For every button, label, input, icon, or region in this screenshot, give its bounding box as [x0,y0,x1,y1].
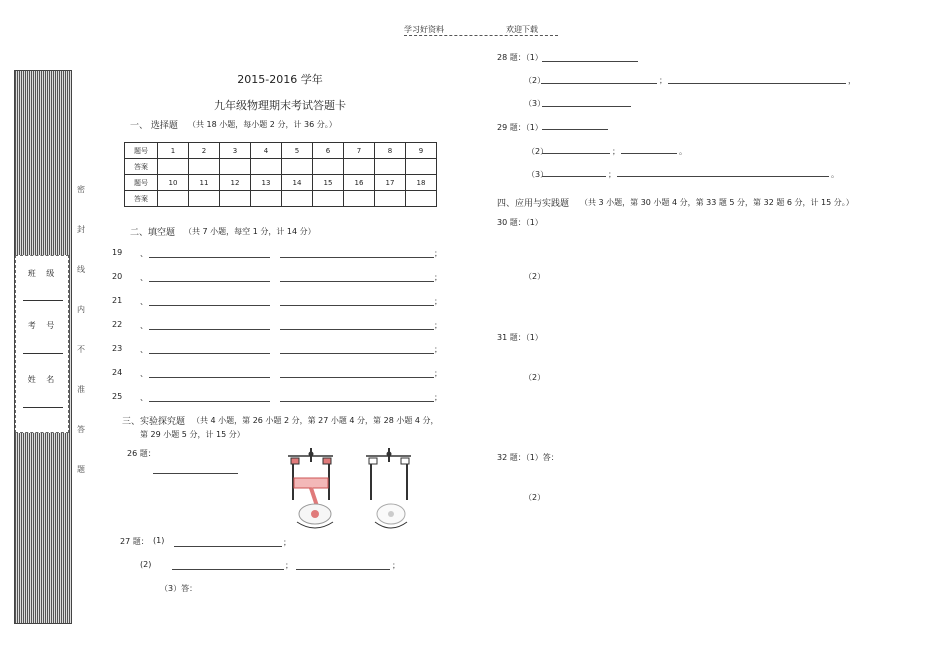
fill-question-row [112,392,452,404]
exam-no-field[interactable] [23,353,63,354]
seal-char: 线 [77,265,85,274]
section2-note: （共 7 小题，每空 1 分，计 14 分） [184,227,316,236]
title-year: 2015-2016 学年 [237,73,323,86]
answer-cell[interactable] [375,159,406,175]
blank-1[interactable] [149,368,270,378]
row-label-number: 题号 [125,175,158,191]
engine-cylinder-right [366,448,411,528]
semicolon: ； [434,369,442,378]
separator: 、 [140,369,148,378]
semicolon: ； [659,76,667,85]
fill-question-row [112,296,452,308]
q29-part2-line-1[interactable] [542,153,610,154]
fill-question-row [112,344,452,356]
question-number: 17 [375,175,406,191]
answer-cell[interactable] [344,159,375,175]
exam-no-label: 考 号 [27,321,59,330]
blank-1[interactable] [149,272,270,282]
answer-cell[interactable] [375,191,406,207]
question-number: 7 [344,143,375,159]
question-number: 4 [251,143,282,159]
seal-char: 封 [77,225,85,234]
q27-part3-label: （3）答： [160,584,198,593]
answer-cell[interactable] [251,191,282,207]
question-number: 5 [282,143,313,159]
class-label: 班 级 [27,269,59,278]
blank-2[interactable] [280,320,434,330]
class-field[interactable] [23,300,63,301]
choice-answer-table [124,142,437,207]
question-number: 24 [112,368,123,377]
section3-heading: 三、实验探究题 [122,417,186,427]
q26-answer-line[interactable] [153,473,238,474]
question-number: 23 [112,344,123,353]
row-label-answer: 答案 [125,191,158,207]
q32-label: 32 题：（1）答： [497,453,559,462]
question-number: 14 [282,175,313,191]
q27-part2-line-1[interactable] [172,569,284,570]
q29-part3-label: （3） [527,170,549,179]
blank-2[interactable] [280,296,434,306]
separator: 、 [140,297,148,306]
fill-question-row [112,272,452,284]
answer-cell[interactable] [158,191,189,207]
period: 。 [679,147,687,156]
section1-note: （共 18 小题，每小题 2 分，计 36 分。） [188,120,337,129]
q27-part2-line-2[interactable] [296,569,390,570]
separator: 、 [140,321,148,330]
question-number: 25 [112,392,123,401]
answer-cell[interactable] [189,159,220,175]
seal-char: 准 [77,385,85,394]
answer-cell[interactable] [406,191,437,207]
answer-cell[interactable] [189,191,220,207]
header-underline [404,35,558,36]
blank-1[interactable] [149,320,270,330]
row-label-number: 题号 [125,143,158,159]
q31-part2-label: （2） [524,373,546,382]
answer-cell[interactable] [282,159,313,175]
semicolon: ； [434,321,442,330]
student-info-box [15,255,69,433]
blank-1[interactable] [149,296,270,306]
q28-label: 28 题：（1） [497,53,543,62]
question-number: 2 [189,143,220,159]
semicolon: ； [434,393,442,402]
answer-cell[interactable] [282,191,313,207]
separator: 、 [140,393,148,402]
section1-heading: 一、 选择题 [130,121,178,131]
blank-1[interactable] [149,344,270,354]
question-number: 15 [313,175,344,191]
separator: 、 [140,249,148,258]
answer-cell[interactable] [220,191,251,207]
name-field[interactable] [23,407,63,408]
semicolon: ； [283,538,291,547]
q28-part3-label: （3） [524,99,546,108]
q31-label: 31 题：（1） [497,333,543,342]
answer-cell[interactable] [220,159,251,175]
seal-char: 不 [77,345,85,354]
question-number: 21 [112,296,123,305]
q32-part2-label: （2） [524,493,546,502]
semicolon: ； [434,345,442,354]
question-number: 18 [406,175,437,191]
q27-part1-line[interactable] [174,546,282,547]
question-number: 16 [344,175,375,191]
blank-2[interactable] [280,392,434,402]
blank-2[interactable] [280,368,434,378]
q29-part3-line-2[interactable] [617,176,829,177]
name-label: 姓 名 [27,375,59,384]
page-title: 九年级物理期末考试答题卡 [214,99,346,112]
fill-question-row [112,248,452,260]
seal-char: 答 [77,425,85,434]
q29-part2-label: （2） [527,147,549,156]
section2-heading: 二、填空题 [130,228,176,238]
question-number: 13 [251,175,282,191]
seal-char: 密 [77,185,85,194]
q27-part2-label: (2) [140,560,152,569]
q27-part1-label: (1) [153,536,165,545]
answer-cell[interactable] [313,191,344,207]
question-number: 19 [112,248,123,257]
q28-part2-line-1[interactable] [541,83,657,84]
row-label-answer: 答案 [125,159,158,175]
comma: ， [848,76,856,85]
section4-note: （共 3 小题，第 30 小题 4 分，第 33 题 5 分，第 32 题 6 分，计 15 分。） [580,198,854,207]
q28-part1-line[interactable] [542,61,638,62]
engine-cylinder-left [288,448,333,528]
semicolon: ； [434,249,442,258]
q29-part1-line[interactable] [542,129,608,130]
semicolon: ； [608,170,616,179]
question-number: 22 [112,320,123,329]
period: 。 [831,170,839,179]
answer-cell[interactable] [344,191,375,207]
answer-cell[interactable] [406,159,437,175]
semicolon: ； [285,561,293,570]
question-number: 1 [158,143,189,159]
semicolon: ； [434,273,442,282]
engine-diagrams [283,448,428,536]
section3-note-line1: （共 4 小题，第 26 小题 2 分，第 27 小题 4 分，第 28 小题 4 分， [192,416,439,425]
separator: 、 [140,273,148,282]
semicolon: ； [434,297,442,306]
question-number: 20 [112,272,123,281]
question-number: 8 [375,143,406,159]
q30-label: 30 题：（1） [497,218,543,227]
seal-char: 内 [77,305,85,314]
semicolon: ； [392,561,400,570]
question-number: 11 [189,175,220,191]
fill-question-row [112,320,452,332]
q29-part2-line-2[interactable] [621,153,677,154]
answer-cell[interactable] [158,159,189,175]
blank-2[interactable] [280,272,434,282]
seal-char: 题 [77,465,85,474]
question-number: 10 [158,175,189,191]
header-right-text: 欢迎下载 [506,25,538,34]
fill-question-row [112,368,452,380]
q27-label: 27 题： [120,537,149,546]
semicolon: ； [612,147,620,156]
blank-2[interactable] [280,344,434,354]
blank-1[interactable] [149,248,270,258]
header-left-text: 学习好资料 [404,25,444,34]
q29-label: 29 题：（1） [497,123,543,132]
separator: 、 [140,345,148,354]
q28-part2-line-2[interactable] [668,83,846,84]
blank-2[interactable] [280,248,434,258]
q28-part3-line[interactable] [542,106,631,107]
answer-cell[interactable] [313,159,344,175]
question-number: 6 [313,143,344,159]
q30-part2-label: （2） [524,272,546,281]
question-number: 12 [220,175,251,191]
q26-label: 26 题： [127,449,156,458]
section3-note-line2: 第 29 小题 5 分，计 15 分） [140,430,245,439]
q28-part2-label: （2） [524,76,546,85]
section4-heading: 四、应用与实践题 [497,199,570,209]
question-number: 3 [220,143,251,159]
question-number: 9 [406,143,437,159]
answer-cell[interactable] [251,159,282,175]
blank-1[interactable] [149,392,270,402]
q29-part3-line-1[interactable] [542,176,606,177]
